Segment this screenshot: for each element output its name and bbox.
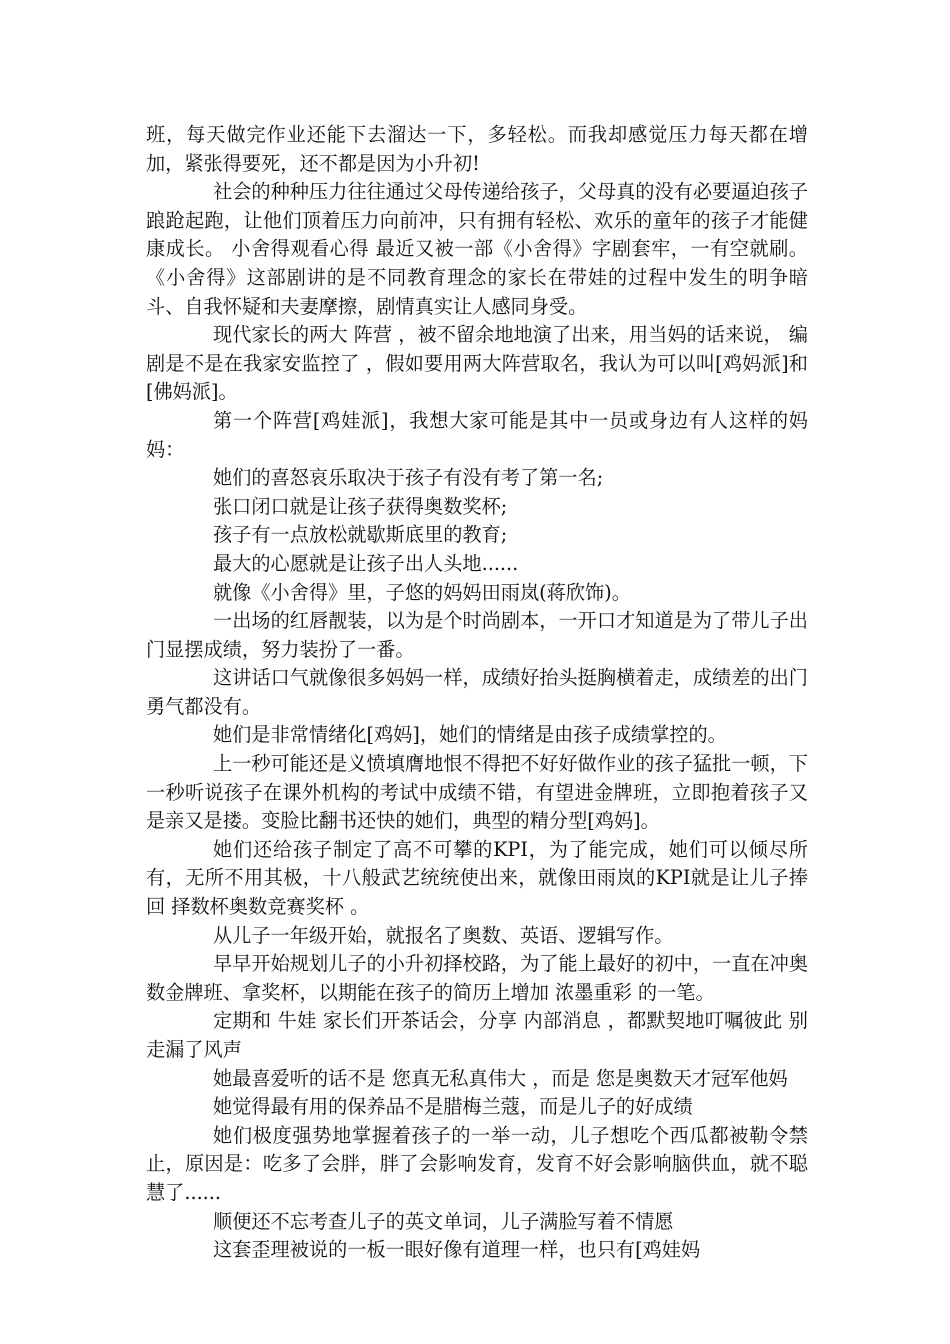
paragraph-18: 她最喜爱听的话不是 您真无私真伟大 ，而是 您是奥数天才冠军他妈 — [213, 1066, 788, 1090]
paragraph-16: 早早开始规划儿子的小升初择校路，为了能上最好的初中，一直在冲奥数金牌班、拿奖杯，以期能在孩子的简历上增加 浓墨重彩 的一笔。 — [146, 952, 808, 1004]
paragraph-15: 从儿子一年级开始，就报名了奥数、英语、逻辑写作。 — [213, 923, 674, 947]
paragraph-11: 这讲话口气就像很多妈妈一样，成绩好抬头挺胸横着走，成绩差的出门勇气都没有。 — [146, 666, 808, 718]
paragraph-22: 这套歪理被说的一板一眼好像有道理一样，也只有[鸡娃妈 — [213, 1238, 701, 1262]
paragraph-12: 她们是非常情绪化[鸡妈]，她们的情绪是由孩子成绩掌控的。 — [213, 723, 727, 747]
paragraph-17: 定期和 牛娃 家长们开茶话会，分享 内部消息 ，都默契地叮嘱彼此 别走漏了风声 — [146, 1009, 808, 1061]
paragraph-10: 一出场的红唇靓装，以为是个时尚剧本，一开口才知道是为了带儿子出门显摆成绩，努力装扮了一番。 — [146, 609, 808, 661]
paragraph-19: 她觉得最有用的保养品不是腊梅兰蔻，而是儿子的好成绩 — [213, 1095, 693, 1119]
paragraph-7: 孩子有一点放松就歇斯底里的教育; — [213, 523, 508, 547]
paragraph-4: 第一个阵营[鸡娃派]，我想大家可能是其中一员或身边有人这样的妈妈： — [146, 408, 808, 461]
paragraph-21: 顺便还不忘考查儿子的英文单词，儿子满脸写着不情愿 — [213, 1209, 674, 1233]
paragraph-6: 张口闭口就是让孩子获得奥数奖杯; — [213, 494, 508, 518]
paragraph-9: 就像《小舍得》里，子悠的妈妈田雨岚(蒋欣饰)。 — [213, 580, 631, 604]
document-page — [146, 121, 808, 1265]
paragraph-2: 社会的种种压力往往通过父母传递给孩子，父母真的没有必要逼迫孩子踉跄起跑，让他们顶着压力向前冲，只有拥有轻松、欢乐的童年的孩子才能健康成长。 小舍得观看心得 最近又被一部《小舍得》字剧套牢，一有空就刷。《小舍得》这部剧讲的是不同教育理念的家长在带娃的过程中发生的明争暗斗、自我怀疑和夫妻摩擦，剧情真实让人感同身受。 — [146, 180, 808, 318]
paragraph-8: 最大的心愿就是让孩子出人头地...... — [213, 551, 519, 575]
paragraph-13: 上一秒可能还是义愤填膺地恨不得把不好好做作业的孩子猛批一顿，下一秒听说孩子在课外机构的考试中成绩不错，有望进金牌班，立即抱着孩子又是亲又是搂。变脸比翻书还快的她们，典型的精分型[鸡妈]。 — [146, 752, 808, 833]
paragraph-20: 她们极度强势地掌握着孩子的一举一动，儿子想吃个西瓜都被勒令禁止，原因是：吃多了会胖，胖了会影响发育，发育不好会影响脑供血，就不聪慧了...... — [146, 1123, 808, 1204]
paragraph-1: 班，每天做完作业还能下去溜达一下，多轻松。而我却感觉压力每天都在增加，紧张得要死，还不都是因为小升初! — [146, 123, 808, 175]
paragraph-5: 她们的喜怒哀乐取决于孩子有没有考了第一名; — [213, 466, 604, 490]
paragraph-14: 她们还给孩子制定了高不可攀的KPI，为了能完成，她们可以倾尽所有，无所不用其极，十八般武艺统统使出来，就像田雨岚的KPI就是让儿子捧回 择数杯奥数竞赛奖杯 。 — [146, 837, 808, 919]
paragraph-3: 现代家长的两大 阵营 ，被不留余地地演了出来，用当妈的话来说， 编剧是不是在我家安监控了 ，假如要用两大阵营取名，我认为可以叫[鸡妈派]和[佛妈派]。 — [146, 323, 808, 404]
